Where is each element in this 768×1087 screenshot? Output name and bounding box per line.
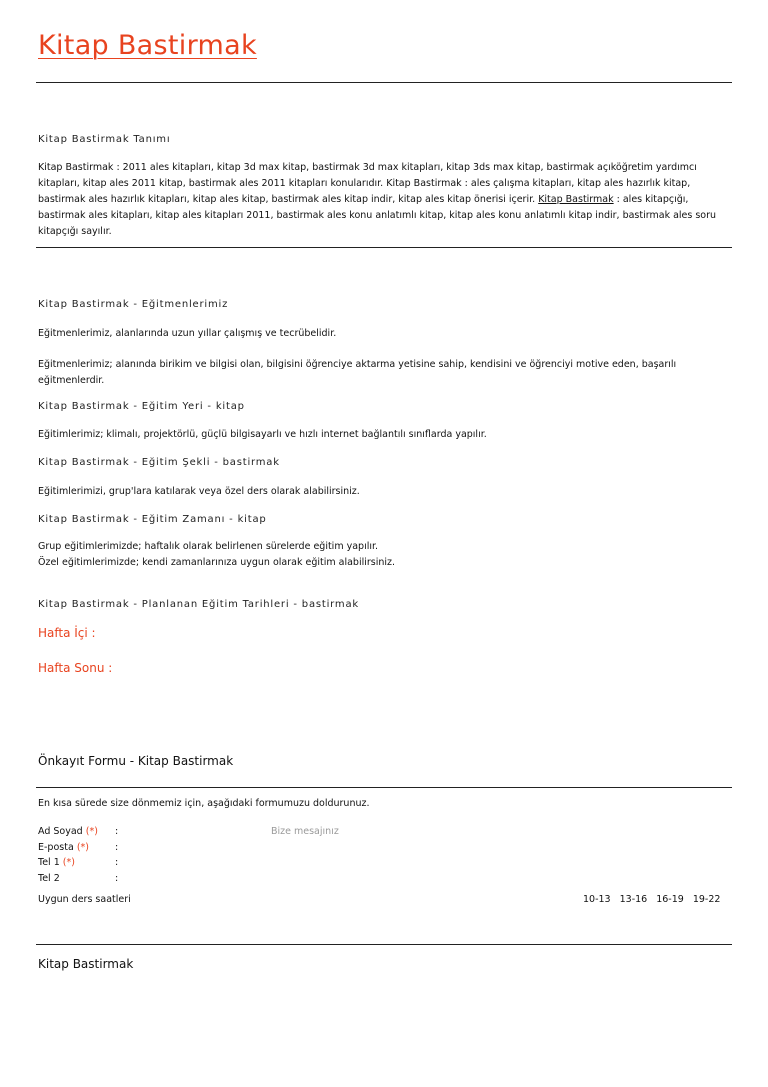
divider	[36, 82, 732, 83]
hours-option[interactable]: 19-22	[692, 894, 721, 905]
definition-line-1: Kitap Bastirmak : 2011 ales kitapları, kitap 3d max kitap, bastirmak 3d max kitapları, kitap 3ds max kitap, bastirmak açıköğretim yardımcı	[38, 162, 697, 173]
trainers-text-2-line-1: Eğitmenlerimiz; alanında birikim ve bilgisi olan, bilgisini öğrenciye aktarma yetisine sahip, kendisini ve öğrenciyi motive eden, başarılı	[38, 359, 677, 370]
phone1-label	[38, 857, 75, 868]
definition-line-3-text: bastirmak ales hazırlık kitapları, kitap ales kitap, bastirmak ales kitap indir, kitap ales kitap önerisi içerir.	[38, 194, 539, 205]
weekdays-label: Hafta İçi :	[38, 626, 96, 640]
required-mark: (*)	[62, 857, 75, 868]
phone1-colon: :	[115, 857, 119, 868]
definition-line-4: bastirmak ales kitapları, kitap ales kitapları 2011, bastirmak ales konu anlatımlı kitap, kitap ales konu anlatımlı kitap indir, bastirmak ales soru	[38, 210, 717, 221]
phone2-label	[38, 873, 60, 884]
hours-label: Uygun ders saatleri	[38, 894, 131, 905]
name-label-text: Ad Soyad	[38, 826, 83, 837]
name-label	[38, 826, 98, 837]
schedule-heading: Kitap Bastirmak - Planlanan Eğitim Tarihleri - bastirmak	[38, 599, 359, 610]
phone2-label-text: Tel 2	[38, 873, 60, 884]
location-heading: Kitap Bastirmak - Eğitim Yeri - kitap	[38, 401, 245, 412]
format-text: Eğitimlerimizi, grup'lara katılarak veya özel ders olarak alabilirsiniz.	[38, 486, 360, 497]
required-mark: (*)	[85, 826, 98, 837]
format-heading: Kitap Bastirmak - Eğitim Şekli - bastirmak	[38, 457, 280, 468]
trainers-heading: Kitap Bastirmak - Eğitmenlerimiz	[38, 299, 229, 310]
hours-option[interactable]: 10-13	[583, 894, 611, 905]
message-textarea[interactable]: Bize mesajınız	[271, 826, 339, 837]
divider	[36, 944, 732, 945]
email-colon: :	[115, 842, 119, 853]
definition-line-5: kitapçığı sayılır.	[38, 226, 112, 237]
email-label-text: E-posta	[38, 842, 74, 853]
timing-text	[38, 539, 738, 571]
trainers-text-2	[38, 357, 738, 389]
footer-title: Kitap Bastirmak	[38, 957, 134, 971]
divider	[36, 787, 732, 788]
weekend-label: Hafta Sonu :	[38, 661, 113, 675]
timing-heading: Kitap Bastirmak - Eğitim Zamanı - kitap	[38, 514, 267, 525]
required-mark: (*)	[76, 842, 89, 853]
timing-line-1: Grup eğitimlerimizde; haftalık olarak belirlenen sürelerde eğitim yapılır.	[38, 541, 379, 552]
form-heading: Önkayıt Formu - Kitap Bastirmak	[38, 754, 234, 768]
name-colon: :	[115, 826, 119, 837]
page-title[interactable]: Kitap Bastirmak	[38, 30, 257, 61]
kitap-bastirmak-link[interactable]: Kitap Bastirmak	[538, 194, 614, 205]
divider	[36, 247, 732, 248]
location-text: Eğitimlerimiz; klimalı, projektörlü, güçlü bilgisayarlı ve hızlı internet bağlantılı sınıflarda yapılır.	[38, 429, 487, 440]
trainers-text-1: Eğitmenlerimiz, alanlarında uzun yıllar çalışmış ve tecrübelidir.	[38, 328, 337, 339]
form-intro: En kısa sürede size dönmemiz için, aşağıdaki formumuzu doldurunuz.	[38, 798, 370, 809]
definition-paragraph	[38, 160, 738, 240]
definition-line-3-tail: : ales kitapçığı,	[613, 194, 689, 205]
definition-line-2: kitapları, kitap ales 2011 kitap, bastirmak ales 2011 kitapları konularıdır. Kitap Bastirmak : ales çalışma kitapları, kitap ales hazırlık kitap,	[38, 178, 691, 189]
timing-line-2: Özel eğitimlerimizde; kendi zamanlarınıza uygun olarak eğitim alabilirsiniz.	[38, 557, 396, 568]
hours-option[interactable]: 13-16	[619, 894, 648, 905]
trainers-text-2-line-2: eğitmenlerdir.	[38, 375, 105, 386]
definition-heading: Kitap Bastirmak Tanımı	[38, 134, 171, 145]
hours-options	[574, 894, 720, 905]
hours-option[interactable]: 16-19	[656, 894, 684, 905]
definition-line-3	[38, 192, 738, 208]
phone1-label-text: Tel 1	[38, 857, 60, 868]
phone2-colon: :	[115, 873, 119, 884]
email-label	[38, 842, 89, 853]
